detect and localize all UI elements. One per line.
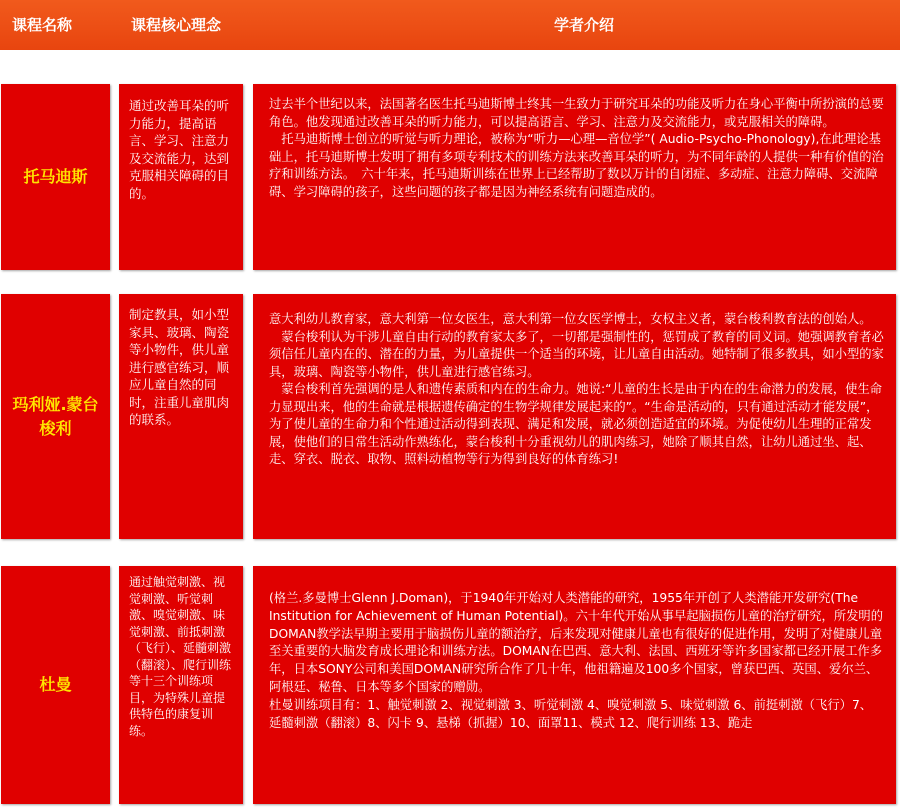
row-2-intro-paragraph-1: 意大利幼儿教育家，意大利第一位女医生，意大利第一位女医学博士，女权主义者，蒙台梭利教育法的创始人。 bbox=[269, 312, 872, 326]
row-1-concept-cell bbox=[119, 84, 243, 270]
header-course-name: 课程名称 bbox=[12, 16, 73, 34]
row-1-concept: 通过改善耳朵的听力能力，提高语言、学习、注意力及交流能力，达到克服相关障碍的目的。 bbox=[129, 98, 230, 201]
row-2-name-cell bbox=[1, 294, 110, 539]
row-3-intro-paragraph-1: (格兰.多曼博士Glenn J.Doman)，于1940年开始对人类潜能的研究，1955年开创了人类潜能开发研究(The Institution for Achievement of Human Potential)。六十年代开始从事早起脑损伤儿童的治疗研究，所发明的DOMAN教学法早期主要用于脑损伤儿童的额治疗，后来发现对健康儿童也有很好的促进作用，发明了对健康儿童至关重要的大脑发育成长理论和训练方法。DOMAN在巴西、意大利、法国、西班牙等许多国家都已经开展工作多年，日本SONY公司和美国DOMAN研究所合作了几十年，他祖籍遍及100多个国家，曾获巴西、英国、爱尔兰、阿根廷、秘鲁、日本等多个国家的赠勋。 bbox=[269, 591, 884, 694]
row-1-intro-paragraph-1: 过去半个世纪以来，法国著名医生托马迪斯博士终其一生致力于研究耳朵的功能及听力在身心平衡中所扮演的总要角色。他发现通过改善耳朵的听力能力，可以提高语言、学习、注意力及交流能力，或克服相关的障碍。 bbox=[269, 97, 884, 129]
row-1-name-cell bbox=[1, 84, 110, 270]
row-1-name: 托马迪斯 bbox=[23, 167, 88, 186]
row-1-intro-paragraph-2: 托马迪斯博士创立的听觉与听力理论，被称为“听力—心理—音位学”( Audio-Psycho-Phonology),在此理论基础上，托马迪斯博士发明了拥有多项专利技术的训练方法来改善耳朵的听力，为不同年龄的人提供一种有价值的治疗和训练方法。 六十年来，托马迪斯训练在世界上已经帮助了数以万计的自闭症、多动症、注意力障碍、交流障碍、学习障碍的孩子，这些问题的孩子都是因为神经系统有问题造成的。 bbox=[269, 132, 884, 199]
row-2-intro-paragraph-2: 蒙台梭利认为干涉儿童自由行动的教育家太多了，一切都是强制性的，惩罚成了教育的同义词。她强调教育者必须信任儿童内在的、潜在的力量，为儿童提供一个适当的环境，让儿童自由活动。她特制了很多教具，如小型的家具，玻璃、陶瓷等小物件，供儿童进行感官练习。 bbox=[269, 329, 884, 379]
row-3-name: 杜曼 bbox=[39, 675, 72, 694]
header-scholar-intro: 学者介绍 bbox=[553, 16, 614, 34]
header-course-concept: 课程核心理念 bbox=[131, 16, 222, 34]
row-2-concept-cell bbox=[119, 294, 243, 539]
row-3-name-cell bbox=[1, 566, 110, 804]
row-2-intro-paragraph-3: 蒙台梭利首先强调的是人和遗传素质和内在的生命力。她说:“儿童的生长是由于内在的生命潜力的发展，使生命力显现出来，他的生命就是根据遗传确定的生物学规律发展起来的”。“生命是活动的，只有通过活动才能发展”，为了使儿童的生命力和个性通过活动得到表现、满足和发展，就必须创造适宜的环境。为促使幼儿生理的正常发展，使他们的日常生活动作熟练化，蒙台梭利十分重视幼儿的肌肉练习，她除了顺其自然，让幼儿通过坐、起、走、穿衣、脱衣、取物、照料动植物等行为得到良好的体育练习! bbox=[269, 382, 883, 466]
row-1-intro-cell bbox=[253, 84, 896, 270]
row-2-concept: 制定教具，如小型家具、玻璃、陶瓷等小物件，供儿童进行感官练习，顺应儿童自然的同时，注重儿童肌肉的联系。 bbox=[129, 307, 230, 427]
row-3-intro-paragraph-2: 杜曼训练项目有：1、触觉刺激 2、视觉刺激 3、听觉刺激 4、嗅觉刺激 5、味觉刺激 6、前挺刺激（飞行）7、延髓刺激（翻滚）8、闪卡 9、悬梯（抓握）10、面罩11、模式 12、爬行训练 13、跪走 bbox=[269, 697, 873, 730]
row-3-concept: 通过触觉刺激、视觉刺激、听觉刺激、嗅觉刺激、味觉刺激、前抵刺激（飞行）、延髓刺激（翻滚）、爬行训练等十三个训练项目，为特殊儿童提供特色的康复训练。 bbox=[129, 575, 232, 738]
table-header bbox=[0, 0, 900, 50]
row-2-intro-cell bbox=[253, 294, 896, 539]
row-2-name: 玛利娅.蒙台梭利 bbox=[12, 394, 99, 438]
row-3-concept-cell bbox=[119, 566, 243, 804]
row-3-intro-cell bbox=[253, 566, 896, 804]
